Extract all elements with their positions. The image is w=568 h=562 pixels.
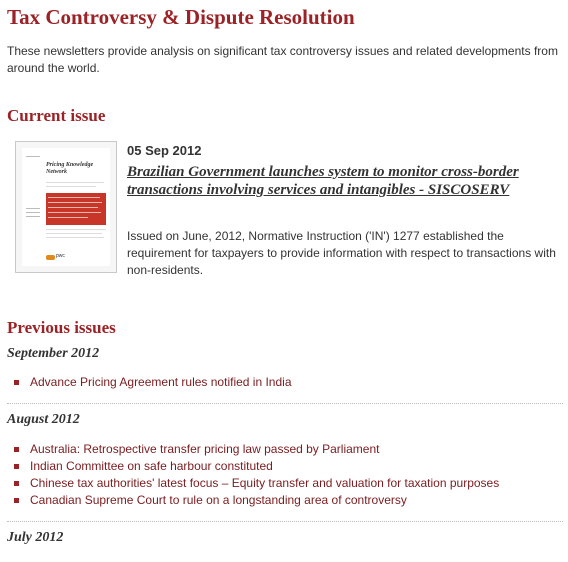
thumbnail-logo-text: pwc xyxy=(56,253,65,259)
issue-link[interactable]: Canadian Supreme Court to rule on a longstanding area of controversy xyxy=(30,493,407,507)
issue-link[interactable]: Australia: Retrospective transfer pricing law passed by Parliament xyxy=(30,442,380,456)
thumbnail-text-line xyxy=(46,233,102,234)
divider xyxy=(7,403,563,404)
thumbnail-title: Pricing Knowledge Network xyxy=(46,162,94,175)
month-heading-august-2012: August 2012 xyxy=(7,412,80,427)
thumbnail-subtitle-rule xyxy=(46,182,104,183)
list-item xyxy=(13,374,292,391)
issue-link[interactable]: Indian Committee on safe harbour constituted xyxy=(30,459,273,473)
bullet-icon xyxy=(14,498,19,503)
thumbnail-rule xyxy=(26,156,40,157)
bullet-icon xyxy=(14,464,19,469)
page-intro: These newsletters provide analysis on significant tax controversy issues and related developments from around the world. xyxy=(7,44,558,75)
thumbnail-text-line xyxy=(46,229,106,230)
issue-link[interactable]: Advance Pricing Agreement rules notified in India xyxy=(30,375,292,389)
month-heading-july-2012: July 2012 xyxy=(7,530,64,545)
thumbnail-subtitle-rule xyxy=(46,186,96,187)
thumbnail-side-line xyxy=(26,208,40,209)
list-item xyxy=(13,475,499,492)
month-heading-september-2012: September 2012 xyxy=(7,346,100,361)
page-title: Tax Controversy & Dispute Resolution xyxy=(7,5,355,29)
issue-link[interactable]: Chinese tax authorities' latest focus – Equity transfer and valuation for taxation purposes xyxy=(30,476,500,490)
bullet-icon xyxy=(14,481,19,486)
pwc-logo-icon xyxy=(46,255,55,260)
list-item xyxy=(13,458,499,475)
newsletter-thumbnail[interactable] xyxy=(15,141,117,273)
thumbnail-page xyxy=(22,148,110,266)
thumbnail-text-line xyxy=(46,237,104,238)
bullet-icon xyxy=(14,447,19,452)
list-item xyxy=(13,441,499,458)
current-issue-description: Issued on June, 2012, Normative Instruction ('IN') 1277 established the requirement for taxpayers to provide information with respect to transactions with non-residents. xyxy=(127,229,556,277)
thumbnail-side-line xyxy=(26,212,40,213)
issue-list-september-2012 xyxy=(13,374,292,391)
thumbnail-side-line xyxy=(26,216,40,217)
current-issue-heading: Current issue xyxy=(7,106,106,125)
issue-list-august-2012 xyxy=(13,441,499,509)
thumbnail-headline-block xyxy=(46,193,106,225)
list-item xyxy=(13,492,499,509)
current-issue-date: 05 Sep 2012 xyxy=(127,143,202,158)
previous-issues-heading: Previous issues xyxy=(7,318,116,337)
current-issue-link[interactable]: Brazilian Government launches system to monitor cross-border transactions involving services and intangibles - SISCOSERV xyxy=(127,164,519,198)
bullet-icon xyxy=(14,380,19,385)
divider xyxy=(7,521,563,522)
